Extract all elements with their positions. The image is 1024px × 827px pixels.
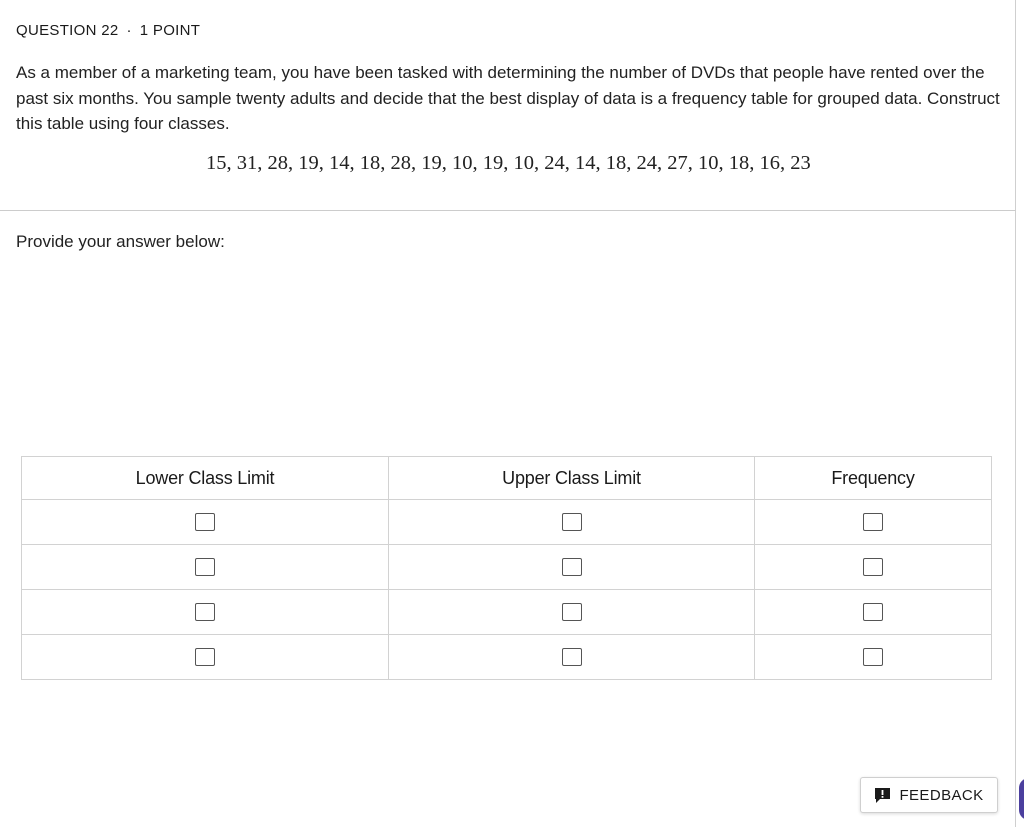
side-panel-tab[interactable] <box>1019 778 1024 820</box>
table-header-row <box>22 457 992 500</box>
table-row <box>22 590 992 635</box>
frequency-input[interactable] <box>863 558 883 576</box>
header-upper-class-limit: Upper Class Limit <box>389 457 755 500</box>
question-number: QUESTION 22 <box>16 22 119 39</box>
section-divider <box>0 210 1016 211</box>
data-values: 15, 31, 28, 19, 14, 18, 28, 19, 10, 19, 10, 24, 14, 18, 24, 27, 10, 18, 16, 23 <box>206 152 811 174</box>
answer-prompt: Provide your answer below: <box>16 232 225 251</box>
table-cell <box>755 635 992 680</box>
lower-limit-input[interactable] <box>195 648 215 666</box>
frequency-input[interactable] <box>863 648 883 666</box>
feedback-icon <box>874 787 891 804</box>
upper-limit-input[interactable] <box>562 558 582 576</box>
table-cell <box>755 500 992 545</box>
table-cell <box>22 590 389 635</box>
table-cell <box>389 590 755 635</box>
question-text: As a member of a marketing team, you have been tasked with determining the number of DVDs that people have rented over the past six months. You sample twenty adults and decide that the best display of data is a frequency table for grouped data. Construct this table using four classes. <box>16 63 1000 133</box>
table-row <box>22 500 992 545</box>
question-points: 1 POINT <box>139 22 201 39</box>
feedback-button[interactable] <box>860 777 998 813</box>
table-row <box>22 635 992 680</box>
header-frequency: Frequency <box>755 457 992 500</box>
frequency-input[interactable] <box>863 513 883 531</box>
feedback-label: FEEDBACK <box>899 786 984 804</box>
content-right-border <box>1015 0 1016 827</box>
upper-limit-input[interactable] <box>562 513 582 531</box>
table-cell <box>22 545 389 590</box>
table-row <box>22 545 992 590</box>
table-cell <box>755 590 992 635</box>
table-cell <box>389 545 755 590</box>
lower-limit-input[interactable] <box>195 513 215 531</box>
table-cell <box>755 545 992 590</box>
table-cell <box>389 500 755 545</box>
header-separator: · <box>126 22 132 39</box>
upper-limit-input[interactable] <box>562 603 582 621</box>
lower-limit-input[interactable] <box>195 558 215 576</box>
header-lower-class-limit: Lower Class Limit <box>22 457 389 500</box>
table-cell <box>22 500 389 545</box>
frequency-input[interactable] <box>863 603 883 621</box>
upper-limit-input[interactable] <box>562 648 582 666</box>
table-cell <box>389 635 755 680</box>
question-header <box>16 22 200 39</box>
lower-limit-input[interactable] <box>195 603 215 621</box>
frequency-table <box>21 456 992 680</box>
table-cell <box>22 635 389 680</box>
